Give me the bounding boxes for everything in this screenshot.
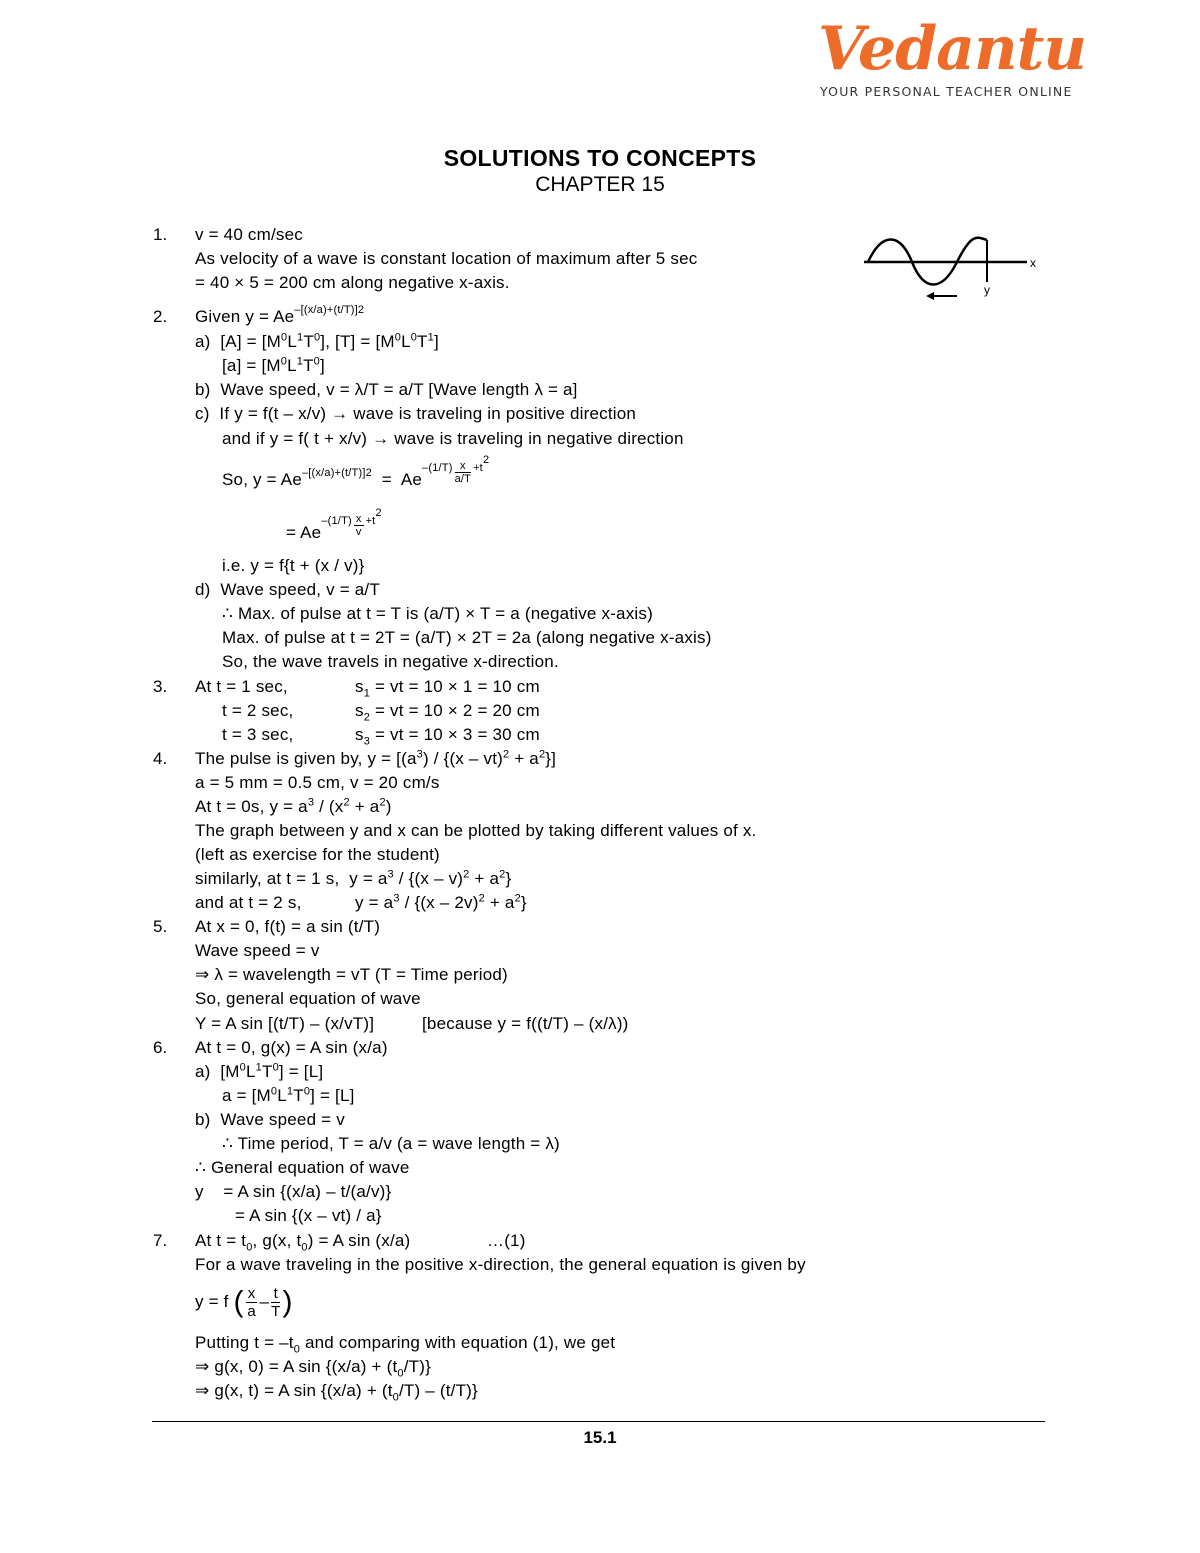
q2-c-line2: and if y = f( t + x/v) → wave is traveling in negative direction [222, 429, 684, 448]
q1-line: As velocity of a wave is constant location of maximum after 5 sec [195, 249, 698, 268]
q3-distance: $s_3$ = vt = 10 × 3 = 30 cm [355, 725, 540, 748]
q2-a: a) $[A] = [M^0L^1T^0]$, $[T] = [M^0L^0T^1]$ [195, 331, 439, 351]
q3-time: At t = 1 sec, [195, 677, 288, 696]
chapter-subtitle: CHAPTER 15 [535, 173, 665, 196]
q5-line: [because y = f((t/T) – (x/λ)) [422, 1014, 629, 1033]
q2-a-line2: $[a] = [M^0L^1T^0]$ [222, 355, 325, 375]
q6-line: $a = [M^0L^1T^0] = [L]$ [222, 1085, 355, 1105]
arrow-head-icon [926, 292, 934, 300]
q5-number: 5. [153, 917, 168, 936]
q2-d-line2: ∴ Max. of pulse at t = T is (a/T) × T = a (negative x-axis) [222, 604, 653, 623]
q1-number: 1. [153, 225, 168, 244]
q4-line: At t = 0s, $y = a^3 / (x^2 + a^2)$ [195, 796, 392, 816]
q4-line: $y = a^3 / \{(x - 2v)^2 + a^2\}$ [355, 892, 527, 912]
logo-tagline: YOUR PERSONAL TEACHER ONLINE [820, 84, 1073, 99]
q4-line: (left as exercise for the student) [195, 845, 440, 864]
q3-distance: $s_2$ = vt = 10 × 2 = 20 cm [355, 701, 540, 724]
q7-line: At $t = t_0$, g(x, $t_0) = A$ sin (x/a) [195, 1231, 411, 1254]
q4-line: a = 5 mm = 0.5 cm, v = 20 cm/s [195, 773, 440, 792]
q7-equation: y = f ( $\frac{x}{a}$ – $\frac{t}{T}$ ) [195, 1285, 293, 1321]
q3-number: 3. [153, 677, 168, 696]
q6-line: At t = 0, g(x) = A sin (x/a) [195, 1038, 388, 1057]
footer-rule [152, 1421, 1045, 1422]
q6-line: = A sin {(x – vt) / a} [235, 1206, 382, 1225]
q5-line: ⇒ λ = wavelength = vT (T = Time period) [195, 965, 508, 984]
q3-time: t = 2 sec, [222, 701, 294, 720]
q4-line: The pulse is given by, $y = [(a^3) / \{(x - vt)^2 + a^2\}]$ [195, 748, 557, 768]
q6-line: ∴ General equation of wave [195, 1158, 410, 1177]
q4-line: and at t = 2 s, [195, 893, 302, 912]
q1-line: v = 40 cm/sec [195, 225, 303, 244]
page-title: SOLUTIONS TO CONCEPTS [443, 145, 757, 171]
q2-d-line4: So, the wave travels in negative x-direction. [222, 652, 559, 671]
q2-d: d) Wave speed, v = a/T [195, 580, 380, 599]
q5-line: Wave speed = v [195, 941, 320, 960]
q2-b: b) Wave speed, v = λ/T = a/T [Wave length λ = a] [195, 380, 578, 399]
q3-time: t = 3 sec, [222, 725, 294, 744]
q6-number: 6. [153, 1038, 168, 1057]
q7-number: 7. [153, 1231, 168, 1250]
q7-line: Putting $t = -t_0$ and comparing with equation (1), we get [195, 1333, 616, 1356]
q7-line: ⇒ g(x, 0) = A $\sin \{(x/a) + (t_0/T)\}$ [195, 1357, 431, 1380]
q7-line: ⇒ g(x, t) = A $\sin \{(x/a) + (t_0/T) - (t/T)\}$ [195, 1381, 478, 1404]
q6-line: b) Wave speed = v [195, 1110, 345, 1129]
logo-wordmark: Vedantu [818, 14, 1087, 84]
q6-line: y = A sin {(x/a) – t/(a/v)} [195, 1182, 392, 1201]
q2-number: 2. [153, 307, 168, 326]
q2-ie: i.e. y = f{t + (x / v)} [222, 556, 365, 575]
q7-line: …(1) [487, 1231, 526, 1250]
q4-number: 4. [153, 749, 168, 768]
q3-distance: $s_1$ = vt = 10 × 1 = 10 cm [355, 677, 540, 700]
q4-line: The graph between y and x can be plotted by taking different values of x. [195, 821, 757, 840]
q2-eq-line: = $Ae^{-(1/T)}$ $\frac{x}{v}$ $^{+t2}$ [286, 506, 382, 542]
q2-given: Given $y = Ae^{-[(x/a)+(t/T)]2}$ [195, 304, 365, 326]
vedantu-logo [818, 14, 1087, 100]
q7-line: For a wave traveling in the positive x-direction, the general equation is given by [195, 1255, 806, 1274]
x-axis-label: x [1030, 256, 1036, 270]
q6-line: a) $[M^0L^1T^0] = [L]$ [195, 1061, 324, 1081]
q2-so-equation: So, $y = Ae^{-[(x/a)+(t/T)]2} = Ae^{-(1/T)}$ $\frac{x}{a/T}$ $^{+t2}$ [222, 453, 490, 489]
q2-d-line3: Max. of pulse at t = 2T = (a/T) × 2T = 2a (along negative x-axis) [222, 628, 712, 647]
q2-c: c) If y = f(t – x/v) → wave is traveling in positive direction [195, 404, 637, 423]
q5-line: So, general equation of wave [195, 989, 421, 1008]
wave-figure [862, 232, 1052, 304]
q6-line: ∴ Time period, T = a/v (a = wave length = λ) [222, 1134, 560, 1153]
page-number: 15.1 [583, 1428, 617, 1447]
q5-line: Y = A sin [(t/T) – (x/vT)] [195, 1014, 375, 1033]
q4-line: similarly, at t = 1 s, $y = a^3 / \{(x - v)^2 + a^2\}$ [195, 868, 512, 888]
q1-line: = 40 × 5 = 200 cm along negative x-axis. [195, 273, 510, 292]
y-axis-label: y [984, 283, 990, 297]
q5-line: At x = 0, f(t) = a sin (t/T) [195, 917, 381, 936]
